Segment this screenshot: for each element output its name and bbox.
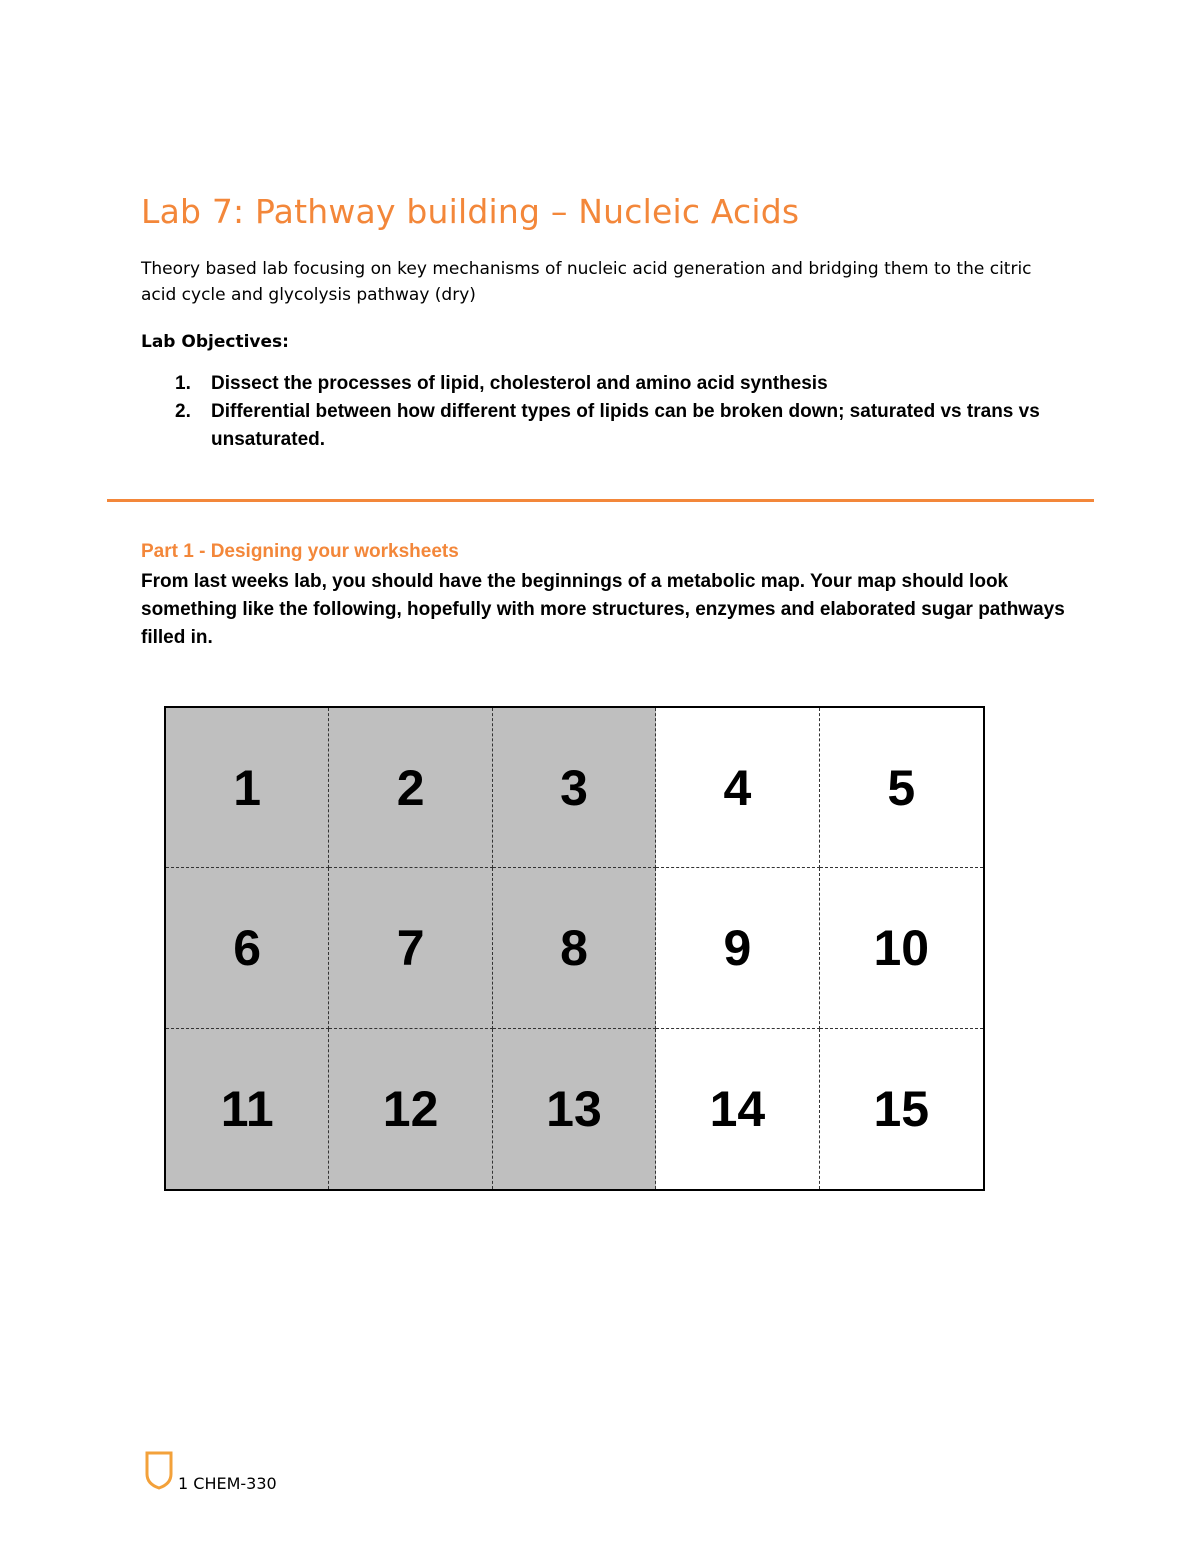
grid-cell-5: 5 bbox=[820, 708, 983, 868]
objective-number: 2. bbox=[175, 401, 191, 422]
page-footer bbox=[144, 1450, 277, 1495]
grid-cell-12: 12 bbox=[329, 1029, 492, 1189]
section-divider bbox=[107, 499, 1094, 502]
grid-cell-9: 9 bbox=[656, 868, 819, 1028]
grid-cell-3: 3 bbox=[493, 708, 656, 868]
footer-label: 1 CHEM-330 bbox=[178, 1474, 277, 1493]
grid-cell-13: 13 bbox=[493, 1029, 656, 1189]
objectives-heading: Lab Objectives: bbox=[141, 332, 289, 352]
grid-cell-10: 10 bbox=[820, 868, 983, 1028]
grid-cell-4: 4 bbox=[656, 708, 819, 868]
objective-text: Dissect the processes of lipid, cholesterol and amino acid synthesis bbox=[211, 373, 828, 394]
grid-cell-14: 14 bbox=[656, 1029, 819, 1189]
grid-cell-11: 11 bbox=[166, 1029, 329, 1189]
grid-cell-15: 15 bbox=[873, 1080, 930, 1137]
shield-icon bbox=[144, 1450, 174, 1495]
objectives-list bbox=[141, 370, 1041, 454]
grid-cell-2: 2 bbox=[329, 708, 492, 868]
page-title: Lab 7: Pathway building – Nucleic Acids bbox=[141, 192, 800, 231]
grid-cell-6: 6 bbox=[166, 868, 329, 1028]
worksheet-grid bbox=[164, 706, 985, 1191]
objective-item bbox=[141, 398, 1041, 454]
grid-cell-8: 8 bbox=[493, 868, 656, 1028]
objective-text: Differential between how different types of lipids can be broken down; saturated vs trans vs unsaturated. bbox=[211, 401, 1040, 450]
grid-cell-7: 7 bbox=[329, 868, 492, 1028]
objective-number: 1. bbox=[175, 373, 191, 394]
grid-cell-1: 1 bbox=[166, 708, 329, 868]
part1-heading: Part 1 - Designing your worksheets bbox=[141, 541, 459, 562]
intro-text: Theory based lab focusing on key mechanisms of nucleic acid generation and bridging them to the citric acid cycle and glycolysis pathway (dry) bbox=[141, 259, 1032, 305]
part1-body: From last weeks lab, you should have the beginnings of a metabolic map. Your map should look something like the following, hopefully with more structures, enzymes and elaborated sugar pathways filled in. bbox=[141, 571, 1065, 648]
objective-item bbox=[141, 370, 1041, 398]
